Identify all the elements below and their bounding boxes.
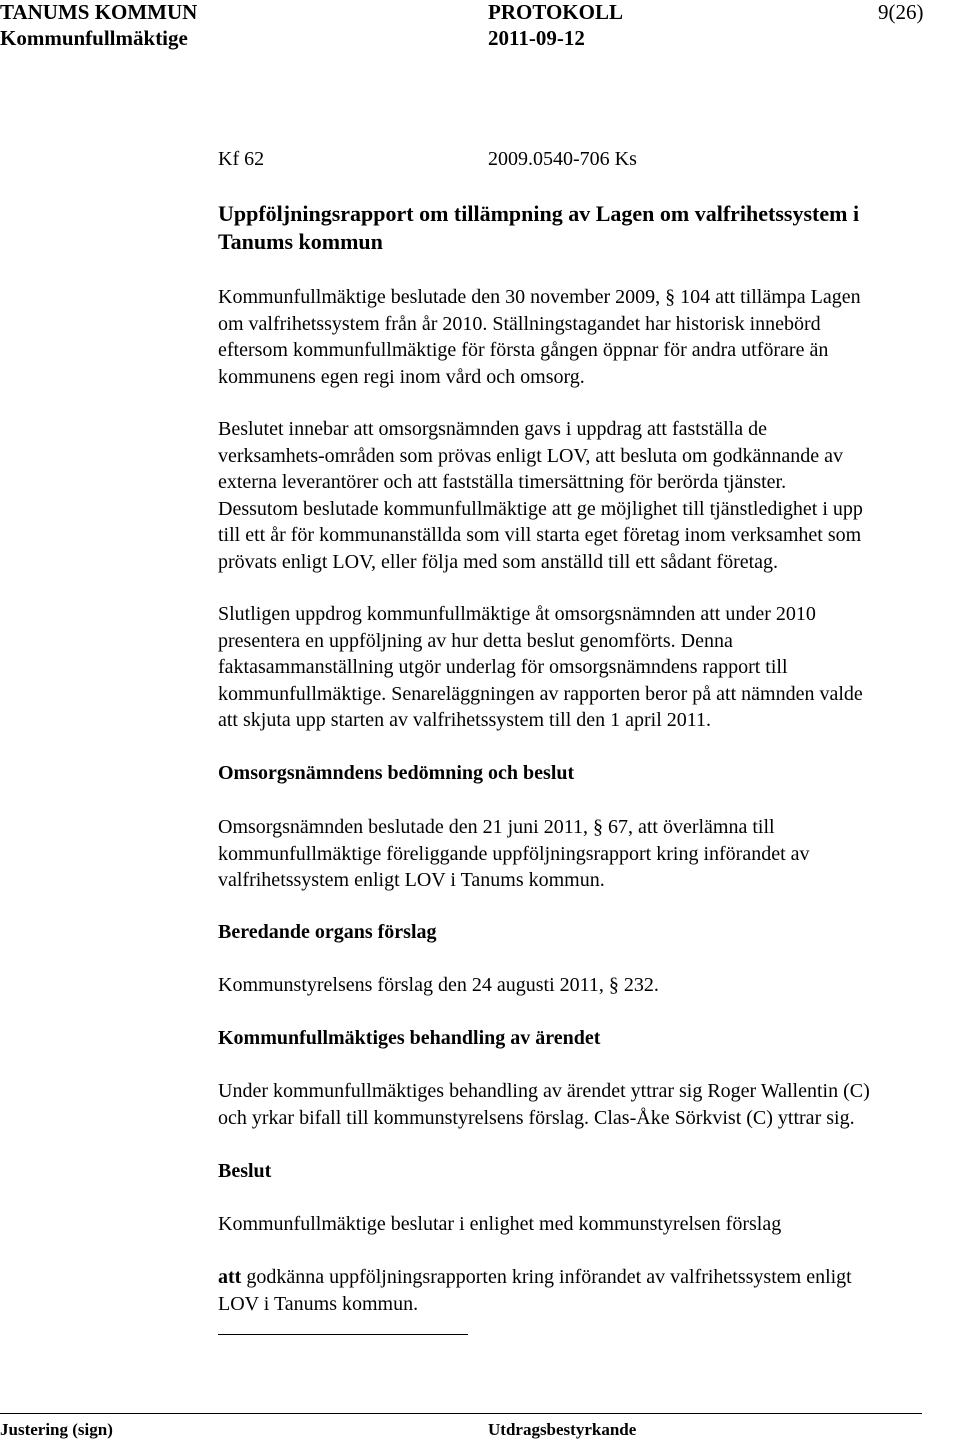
paragraph-behandling	[218, 1078, 960, 1131]
text-line: kommunfullmäktige. Senareläggningen av rapporten beror på att nämnden valde	[218, 682, 863, 705]
text-line: kommunens egen regi inom vård och omsorg.	[218, 365, 585, 388]
text-line	[218, 1264, 960, 1291]
text-line: Beslutet innebar att omsorgsnämnden gavs i uppdrag att fastställa de	[218, 418, 767, 440]
signature-line	[218, 1334, 468, 1335]
text-line: Kommunfullmäktige beslutade den 30 november 2009, § 104 att tillämpa Lagen	[218, 286, 861, 308]
text-line: kommunfullmäktige föreliggande uppföljningsrapport kring införandet av	[218, 842, 810, 865]
text-line: Slutligen uppdrog kommunfullmäktige åt omsorgsnämnden att under 2010	[218, 603, 816, 625]
text-line: valfrihetssystem enligt LOV i Tanums kommun.	[218, 869, 605, 891]
text-line: eftersom kommunfullmäktige för första gången öppnar för andra utförare än	[218, 339, 829, 361]
text-line: faktasammanställning utgör underlag för omsorgsnämndens rapport till	[218, 656, 788, 678]
text-line: Under kommunfullmäktiges behandling av ärendet yttrar sig Roger Wallentin (C)	[218, 1080, 870, 1102]
text-line: prövats enligt LOV, eller följa med som anställd till ett sådant företag.	[218, 550, 779, 573]
heading-omsorgsnamnden: Omsorgsnämndens bedömning och beslut	[218, 762, 575, 784]
paragraph-beslut	[218, 1211, 960, 1238]
document-title	[218, 200, 859, 256]
heading-beslut: Beslut	[218, 1160, 272, 1182]
header-body: Kommunfullmäktige	[0, 26, 188, 50]
paragraph-decision-content	[218, 416, 960, 575]
text-line: presentera en uppföljning av hur detta beslut genomförts. Denna	[218, 629, 733, 652]
paragraph-number: Kf 62	[218, 148, 265, 170]
att-clause-text: godkänna uppföljningsrapporten kring införandet av valfrihetssystem enligt	[241, 1266, 852, 1288]
text-line: och yrkar bifall till kommunstyrelsens förslag. Clas-Åke Sörkvist (C) yttrar sig.	[218, 1106, 855, 1129]
header-org: TANUMS KOMMUN	[0, 0, 198, 24]
header-page-number: 9(26)	[878, 0, 924, 24]
heading-behandling: Kommunfullmäktiges behandling av ärendet	[218, 1027, 601, 1049]
text-line: Kommunstyrelsens förslag den 24 augusti 2011, § 232.	[218, 974, 659, 996]
heading-beredande-organs-forslag: Beredande organs förslag	[218, 921, 437, 943]
footer-rule	[0, 1413, 922, 1414]
footer-utdragsbestyrkande: Utdragsbestyrkande	[488, 1420, 637, 1439]
header-date: 2011-09-12	[488, 26, 585, 50]
paragraph-kommunstyrelsens-forslag	[218, 972, 960, 999]
title-line: Uppföljningsrapport om tillämpning av Lagen om valfrihetssystem i	[218, 201, 860, 226]
footer-justering: Justering (sign)	[0, 1420, 113, 1439]
text-line: Dessutom beslutade kommunfullmäktige att ge möjlighet till tjänstledighet i upp	[218, 497, 863, 520]
paragraph-omsorgsnamnden-decision	[218, 814, 960, 894]
text-line: Omsorgsnämnden beslutade den 21 juni 2011, § 67, att överlämna till	[218, 816, 775, 838]
text-line: externa leverantörer och att fastställa timersättning för berörda tjänster.	[218, 471, 787, 493]
text-line: verksamhets-områden som prövas enligt LOV, att besluta om godkännande av	[218, 444, 844, 467]
text-line: om valfrihetssystem från år 2010. Ställningstagandet har historisk innebörd	[218, 312, 821, 335]
header-doc-type: PROTOKOLL	[488, 0, 623, 24]
text-line: Kommunfullmäktige beslutar i enlighet med kommunstyrelsen förslag	[218, 1213, 782, 1235]
paragraph-att-clause	[218, 1264, 960, 1317]
paragraph-background	[218, 284, 960, 390]
att-keyword: att	[218, 1266, 242, 1288]
case-reference: 2009.0540-706 Ks	[488, 148, 637, 170]
title-line: Tanums kommun	[218, 229, 383, 254]
text-line: att skjuta upp starten av valfrihetssystem till den 1 april 2011.	[218, 709, 712, 731]
paragraph-follow-up	[218, 601, 960, 734]
text-line: till ett år för kommunanställda som vill starta eget företag inom verksamhet som	[218, 524, 862, 546]
text-line: LOV i Tanums kommun.	[218, 1292, 419, 1315]
